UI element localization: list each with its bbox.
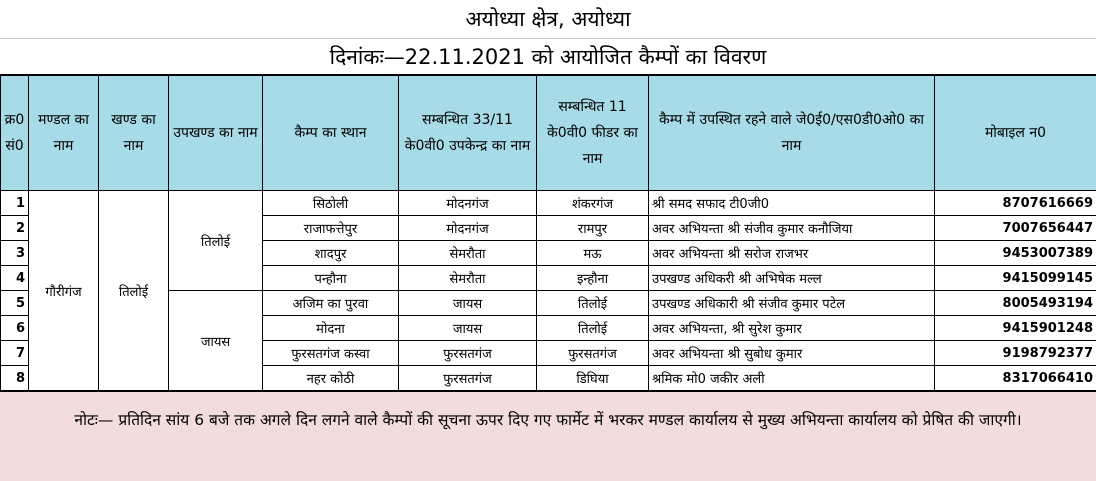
note-text: नोटः— प्रतिदिन सांय 6 बजे तक अगले दिन लगने वाले कैम्पों की सूचना ऊपर दिए गए फार्मेट में भरकर मण्डल कार्यालय से मुख्य अभियन्ता कार्यालय को प्रेषित की जाएगी। — [0, 390, 1096, 481]
officer-cell: उपखण्ड अधिकरी श्री अभिषेक मल्ल — [649, 266, 935, 291]
mobile-cell: 9453007389 — [935, 241, 1096, 266]
camp-cell: राजाफत्तेपुर — [263, 216, 399, 241]
officer-cell: अवर अभियन्ता, श्री सुरेश कुमार — [649, 316, 935, 341]
mobile-cell: 8317066410 — [935, 366, 1096, 391]
header-serial: क्र0 सं0 — [1, 75, 29, 191]
header-officers: कैम्प में उपस्थित रहने वाले जे0ई0/एस0डी0ओ0 का नाम — [649, 75, 935, 191]
mobile-cell: 9198792377 — [935, 341, 1096, 366]
officer-cell: अवर अभियन्ता श्री संजीव कुमार कनौजिया — [649, 216, 935, 241]
header-mandal: मण्डल का नाम — [29, 75, 99, 191]
header-upkhand: उपखण्ड का नाम — [169, 75, 263, 191]
feeder-cell: तिलोई — [537, 316, 649, 341]
header-row — [1, 75, 1096, 191]
serial-cell: 4 — [1, 266, 29, 291]
officer-cell: श्री समद सफाद टी0जी0 — [649, 191, 935, 216]
camp-cell: अजिम का पुरवा — [263, 291, 399, 316]
mobile-cell: 8707616669 — [935, 191, 1096, 216]
upkhand-cell: जायस — [169, 291, 263, 391]
header-substation: सम्बन्धित 33/11 के0वी0 उपकेन्द्र का नाम — [399, 75, 537, 191]
mobile-cell: 7007656447 — [935, 216, 1096, 241]
khand-cell: तिलोई — [99, 191, 169, 391]
substation-cell: जायस — [399, 291, 537, 316]
serial-cell: 1 — [1, 191, 29, 216]
camp-cell: नहर कोठी — [263, 366, 399, 391]
substation-cell: मोदनगंज — [399, 191, 537, 216]
serial-cell: 8 — [1, 366, 29, 391]
camp-cell: शादपुर — [263, 241, 399, 266]
feeder-cell: तिलोई — [537, 291, 649, 316]
mandal-cell: गौरीगंज — [29, 191, 99, 391]
header-mobile: मोबाइल न0 — [935, 75, 1096, 191]
header-khand: खण्ड का नाम — [99, 75, 169, 191]
sheet-subtitle: दिनांकः—22.11.2021 को आयोजित कैम्पों का विवरण — [329, 44, 767, 69]
serial-cell: 5 — [1, 291, 29, 316]
header-camp-location: कैम्प का स्थान — [263, 75, 399, 191]
header-feeder: सम्बन्धित 11 के0वी0 फीडर का नाम — [537, 75, 649, 191]
feeder-cell: फुरसतगंज — [537, 341, 649, 366]
camp-cell: फुरसतगंज कस्वा — [263, 341, 399, 366]
substation-cell: मोदनगंज — [399, 216, 537, 241]
serial-cell: 3 — [1, 241, 29, 266]
officer-cell: श्रमिक मो0 जकीर अली — [649, 366, 935, 391]
mobile-cell: 9415901248 — [935, 316, 1096, 341]
feeder-cell: डिघिया — [537, 366, 649, 391]
serial-cell: 6 — [1, 316, 29, 341]
camp-table — [0, 74, 1096, 391]
substation-cell: सेमरौता — [399, 241, 537, 266]
feeder-cell: शंकरगंज — [537, 191, 649, 216]
table-row — [1, 191, 1096, 216]
mobile-cell: 8005493194 — [935, 291, 1096, 316]
officer-cell: उपखण्ड अधिकारी श्री संजीव कुमार पटेल — [649, 291, 935, 316]
officer-cell: अवर अभियन्ता श्री सरोज राजभर — [649, 241, 935, 266]
serial-cell: 2 — [1, 216, 29, 241]
serial-cell: 7 — [1, 341, 29, 366]
feeder-cell: मऊ — [537, 241, 649, 266]
substation-cell: फुरसतगंज — [399, 366, 537, 391]
officer-cell: अवर अभियन्ता श्री सुबोध कुमार — [649, 341, 935, 366]
camp-cell: पन्हौना — [263, 266, 399, 291]
substation-cell: फुरसतगंज — [399, 341, 537, 366]
upkhand-cell: तिलोई — [169, 191, 263, 291]
camp-cell: सिठोली — [263, 191, 399, 216]
substation-cell: सेमरौता — [399, 266, 537, 291]
mobile-cell: 9415099145 — [935, 266, 1096, 291]
sheet-title: अयोध्या क्षेत्र, अयोध्या — [0, 0, 1096, 39]
substation-cell: जायस — [399, 316, 537, 341]
camp-cell: मोदना — [263, 316, 399, 341]
feeder-cell: इन्हौना — [537, 266, 649, 291]
feeder-cell: रामपुर — [537, 216, 649, 241]
